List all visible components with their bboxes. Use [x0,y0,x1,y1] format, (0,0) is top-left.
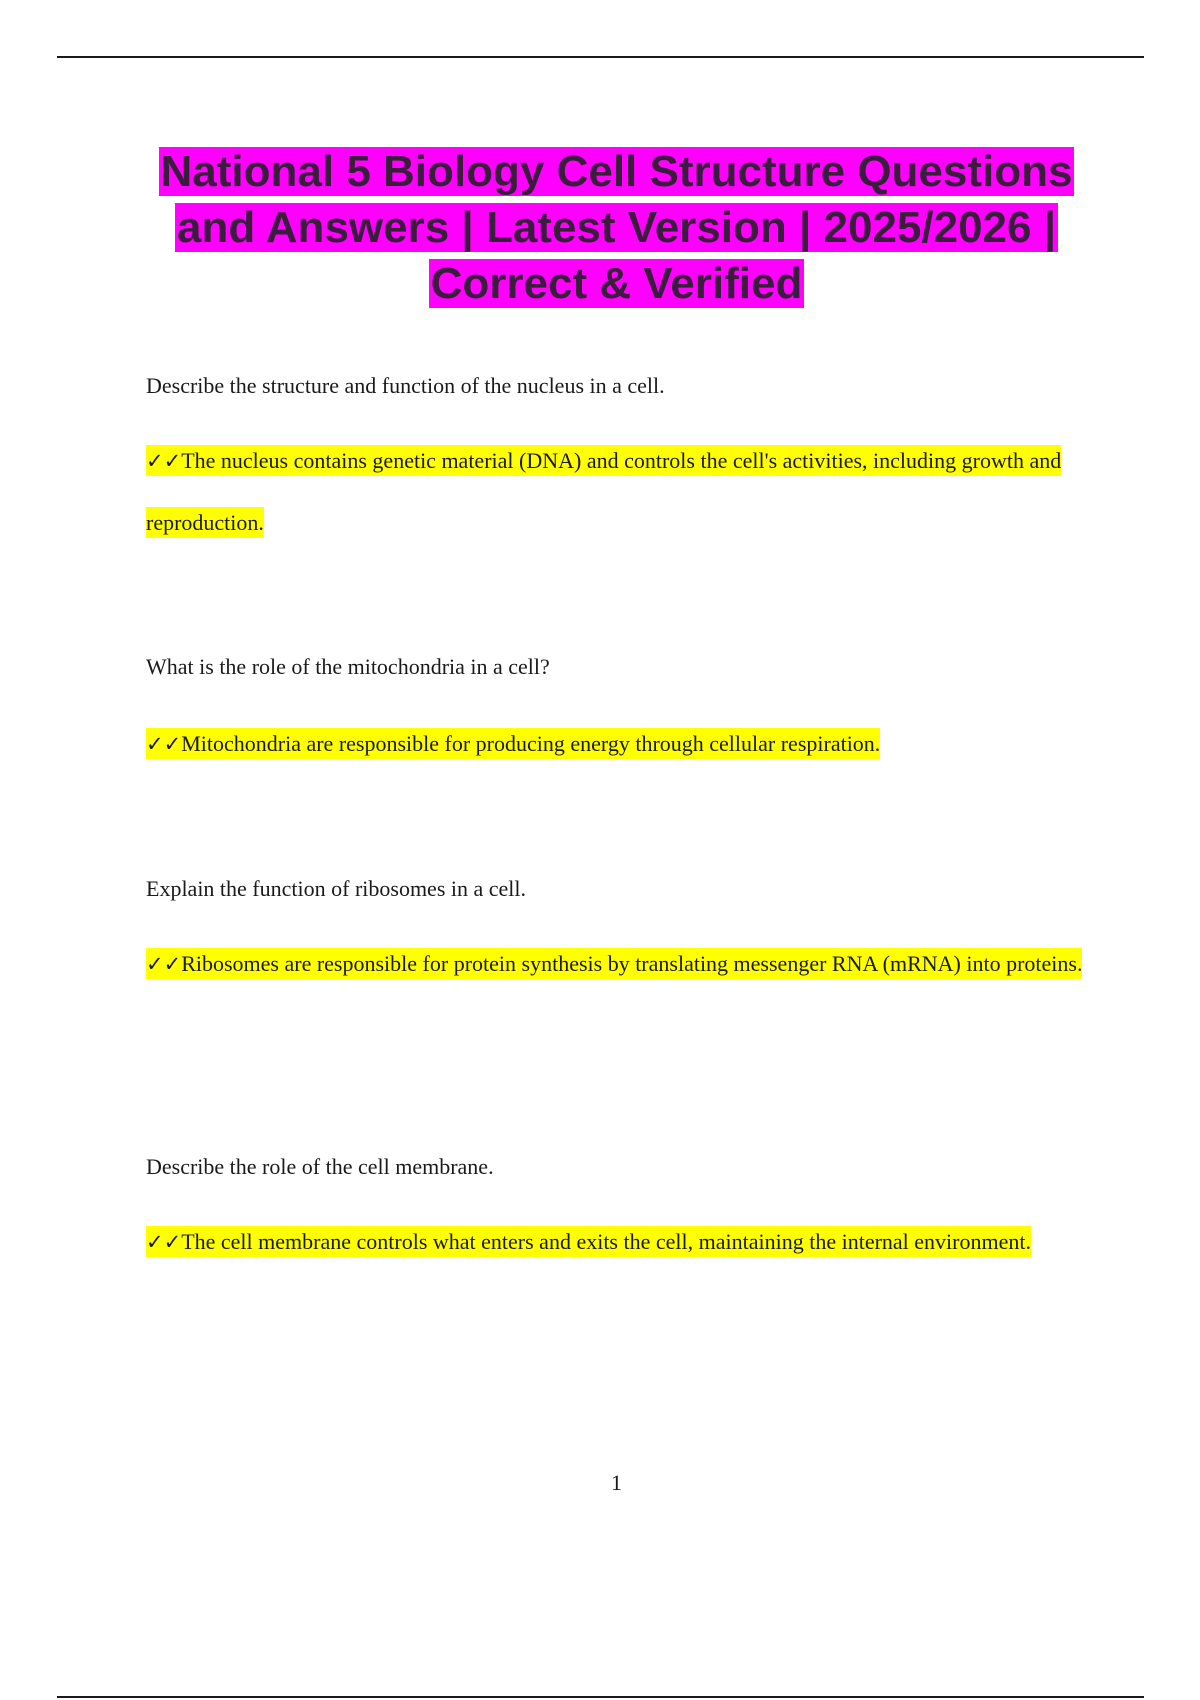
checkmark-icon: ✓✓ [146,952,182,976]
answer-text: ✓✓The cell membrane controls what enters and exits the cell, maintaining the internal environment. [146,1211,1106,1273]
question-text: Explain the function of ribosomes in a cell. [146,876,527,901]
page-number: 1 [611,1470,622,1495]
qa-item [146,636,1106,775]
answer-text: ✓✓Ribosomes are responsible for protein synthesis by translating messenger RNA (mRNA) into proteins. [146,933,1106,995]
checkmark-icon: ✓✓ [146,449,182,473]
qa-item [146,858,1106,995]
checkmark-icon: ✓✓ [146,1230,182,1254]
title-text: National 5 Biology Cell Structure Questions and Answers | Latest Version | 2025/2026 | Correct & Verified [160,147,1073,308]
document-title [120,144,1113,312]
answer-text: ✓✓Mitochondria are responsible for producing energy through cellular respiration. [146,713,1106,775]
question-text: What is the role of the mitochondria in a cell? [146,654,550,679]
question-text: Describe the role of the cell membrane. [146,1154,494,1179]
question-text: Describe the structure and function of the nucleus in a cell. [146,373,665,398]
top-rule [57,56,1144,58]
qa-item [146,1136,1106,1273]
checkmark-icon: ✓✓ [146,732,182,756]
answer-text: ✓✓The nucleus contains genetic material (DNA) and controls the cell's activities, including growth and reproduction. [146,430,1106,553]
bottom-rule [57,1696,1144,1698]
qa-item [146,355,1106,553]
